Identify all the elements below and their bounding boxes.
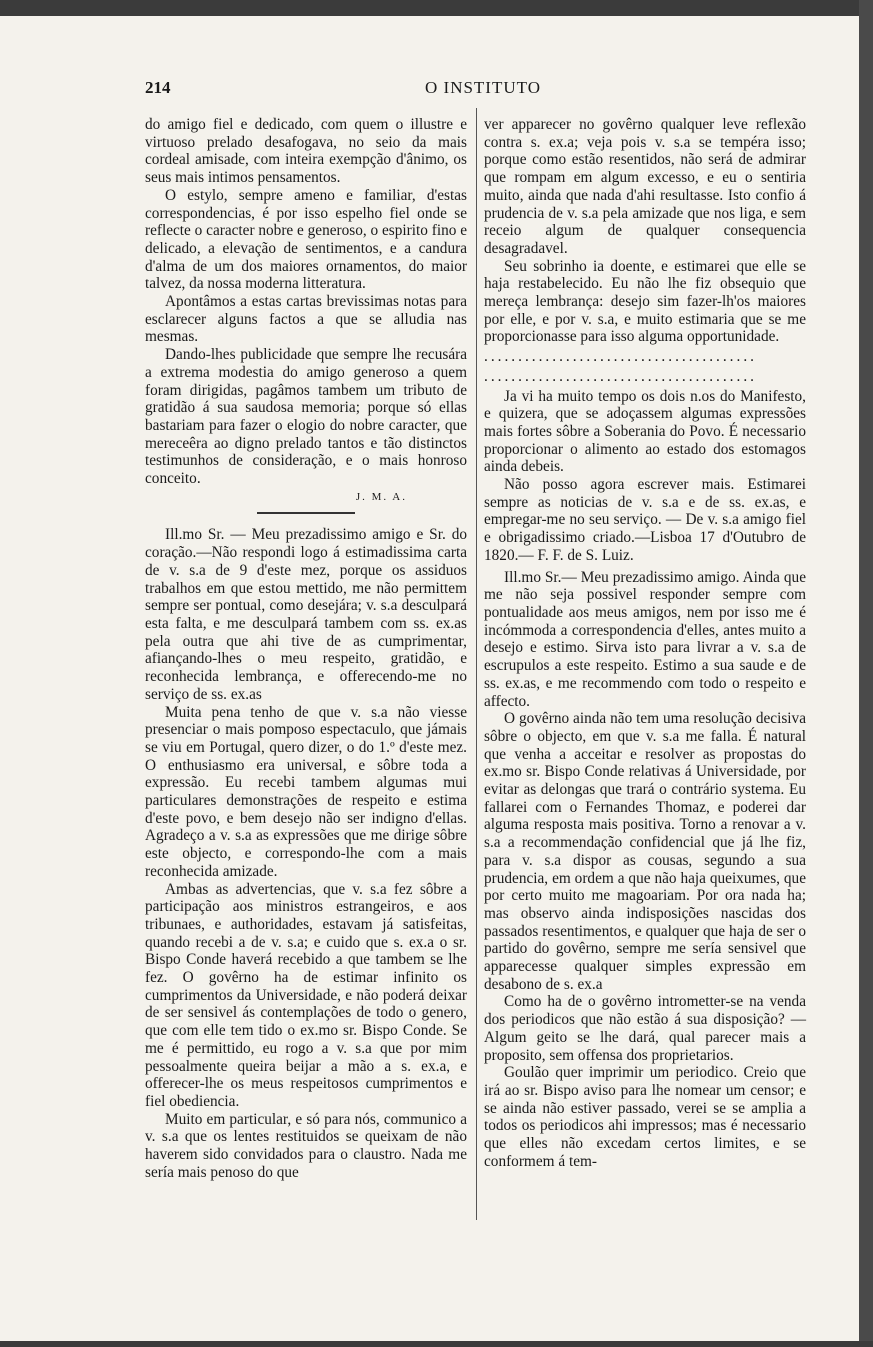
letter-paragraph: Não posso agora escrever mais. Estimarei sempre as noticias de v. s.a e de ss. ex.as, e empregar-me no seu serviço. — De v. s.a amigo fiel e obrigadissimo criado.—Lisboa 17 d'Outubro de 1820.— F. F. de S. Luiz. — [484, 476, 806, 564]
column-divider — [476, 108, 477, 1220]
paragraph: O estylo, sempre ameno e familiar, d'estas correspondencias, é por isso espelho fiel onde se reflecte o caracter nobre e generoso, o espirito fino e delicado, a elevação de sentimentos, e a candura d'alma de um dos maiores ornamentos, do maior talvez, da nossa moderna litteratura. — [145, 186, 467, 293]
paragraph: Dando-lhes publicidade que sempre lhe recusára a extrema modestia do amigo generoso a quem foram dirigidas, pagâmos tambem um tributo de gratidão á sua saudosa memoria; porque só ellas bastariam para fazer o elogio do nobre caracter, que mereceêra ao digno prelado tantos e tão distinctos testimunhos de consideração, e o mais honroso conceito. — [145, 346, 467, 488]
page-header — [145, 78, 810, 100]
letter-paragraph: Ambas as advertencias, que v. s.a fez sôbre a participação aos ministros estrangeiros, e aos tribunaes, e authoridades, estavam já satisfeitas, quando recebi a de v. s.a; e cuido que s. ex.a o sr. Bispo Conde haverá recebido a que tambem se lhe fez. O govêrno ha de estimar infinito os cumprimentos da Universidade, e não poderá deixar de ser sensivel ás contemplações de todo o genero, que com elle tem tido o ex.mo sr. Bispo Conde. Se me é permittido, eu rogo a v. s.a que por mim pessoalmente queira beijar a mão a s. ex.a, e offerecer-lhe os meus respeitosos cumprimentos e fiel obediencia. — [145, 880, 467, 1110]
author-initials: J. M. A. — [355, 490, 407, 503]
right-column — [484, 116, 806, 1170]
paragraph: Apontâmos a estas cartas brevissimas notas para esclarecer alguns factos a que se alludia nas mesmas. — [145, 293, 467, 346]
letter-paragraph: Ill.mo Sr. — Meu prezadissimo amigo e Sr. do coração.—Não respondi logo á estimadissima carta de v. s.a de 9 d'este mez, porque os assiduos trabalhos em que estou mettido, me não permittem sempre ser pontual, como desejára; v. s.a desculpará esta falta, e me desculpará tambem com ss. ex.as pela outra que ahi tive de as cumprimentar, afiançando-lhes o meu respeito, gratidão, e reconhecida lembrança, e offerecendo-me no serviço de ss. ex.as — [145, 526, 467, 703]
scan-border-top — [0, 0, 873, 16]
letter-paragraph: O govêrno ainda não tem uma resolução decisiva sôbre o objecto, em que v. s.a me falla. É natural que venha a acceitar e resolver as propostas do ex.mo sr. Bispo Conde relativas á Universidade, por evitar as delongas que trará o contrário systema. Eu fallarei com o Fernandes Thomaz, e poderei dar alguma resposta mais positiva. Torno a renovar a v. s.a a recommendação confidencial que já lhe fiz, para v. s.a dispor as cousas, segundo a sua prudencia, em ordem a que não haja queixumes, que por certo muito me magoariam. Por ora nada ha; mas observo ainda indisposições nascidas dos passados resentimentos, e qualquer que haja de ser o partido do govêrno, sempre me sería sensivel que apparecesse qualquer simples expressão em desabono de s. ex.a — [484, 710, 806, 993]
letter-paragraph: ver apparecer no govêrno qualquer leve reflexão contra s. ex.a; veja pois v. s.a se tempéra isso; porque como estão resentidos, não será de admirar que rompam em algum excesso, e eu o sentiria muito, ainda que nada d'ahi resultasse. Isto confio á prudencia de v. s.a pela amizade que nos liga, e sem receio algum de qualquer consequencia desagradavel. — [484, 116, 806, 257]
scan-border-bottom — [0, 1341, 873, 1347]
letter-paragraph: Seu sobrinho ia doente, e estimarei que elle se haja restabelecido. Eu não lhe fiz obsequio que mereça lembrança: desejo sim fazer-lh'os maiores por elle, e por v. s.a, e muito estimaria que se me proporcionasse para isso alguma opportunidade. — [484, 257, 806, 346]
paragraph: do amigo fiel e dedicado, com quem o illustre e virtuoso prelado desafogava, no seio da mais cordeal amisade, com inteira exempção d'ânimo, os seus mais intimos pensamentos. — [145, 116, 467, 187]
letter-paragraph: Muita pena tenho de que v. s.a não viesse presenciar o mais pomposo espectaculo, que jámais se viu em Portugal, quero dizer, o do 1.º d'este mez. O enthusiasmo era universal, e sôbre toda a expressão. Eu recebi tambem algumas mui particulares demonstrações de respeito e estima d'este povo, e bem desejo não ser indigno d'ellas. Agradeço a v. s.a as expressões que me dirige sôbre este objecto, e correspondo-lhe com a mais reconhecida amizade. — [145, 703, 467, 880]
ellipsis-line: ........................................ — [484, 348, 757, 366]
section-divider — [257, 512, 355, 514]
ellipsis-line: ........................................ — [484, 367, 757, 385]
letter-paragraph: Goulão quer imprimir um periodico. Creio que irá ao sr. Bispo aviso para lhe nomear um censor; e se ainda não estiver passado, verei se se amplia a todos os periodicos ahi impressos; mas é necessario que elles não excedam certos limites, e se conformem á tem- — [484, 1064, 806, 1170]
page-number: 214 — [145, 78, 171, 97]
scan-border-right — [859, 0, 873, 1347]
letter-paragraph: Ja vi ha muito tempo os dois n.os do Manifesto, e quizera, que se adoçassem algumas expressões mais fortes sôbre a Soberania do Povo. É necessario proporcionar o alimento ao estado dos estomagos ainda debeis. — [484, 387, 806, 476]
letter-paragraph: Ill.mo Sr.— Meu prezadissimo amigo. Ainda que me não seja possivel responder sempre com pontualidade aos meus amigos, nem por isso me é incómmoda a correspondencia d'elles, antes muito a desejo e estimo. Sirva isto para livrar a v. s.a de escrupulos a este respeito. Estimo a sua saude e de ss. ex.as, e me recommendo com todo o respeito e affecto. — [484, 568, 806, 710]
letter-paragraph: Muito em particular, e só para nós, communico a v. s.a que os lentes restituidos se queixam de não haverem sido convidados para o claustro. Nada me sería mais penoso do que — [145, 1110, 467, 1181]
running-title: O INSTITUTO — [425, 78, 541, 97]
letter-paragraph: Como ha de o govêrno intrometter-se na venda dos periodicos que não estão á sua disposição? — Algum geito se lhe dará, qual parecer mais a proposito, sem offensa dos proprietarios. — [484, 993, 806, 1064]
left-column — [145, 116, 467, 1181]
